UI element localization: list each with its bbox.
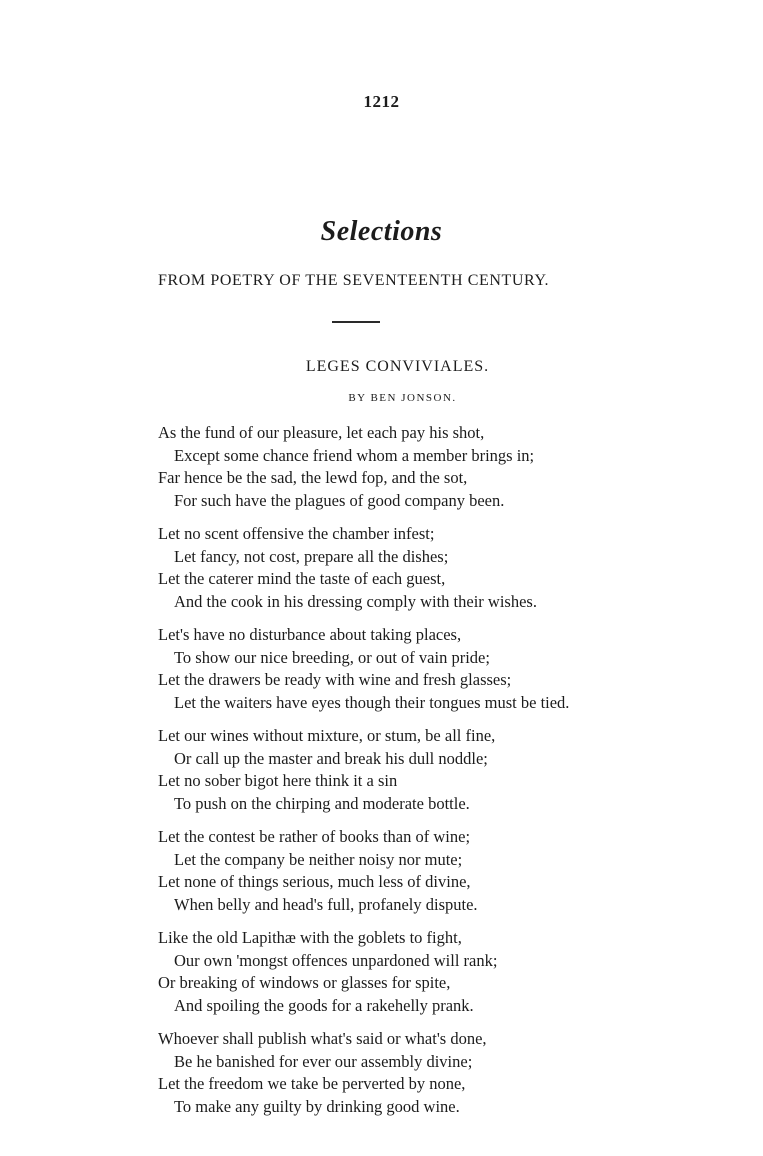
stanza <box>158 927 718 1017</box>
section-subheading: FROM POETRY OF THE SEVENTEENTH CENTURY. <box>158 272 550 289</box>
divider-rule <box>332 321 380 323</box>
poem-line: Let fancy, not cost, prepare all the dishes; <box>174 546 449 566</box>
stanza <box>158 624 718 714</box>
poem-line: Let's have no disturbance about taking places, <box>158 625 462 644</box>
poem-author: BY BEN JONSON. <box>348 392 457 404</box>
poem-line: Let no scent offensive the chamber infest; <box>158 524 435 543</box>
poem-body <box>158 422 718 1129</box>
poem-line: To push on the chirping and moderate bottle. <box>174 793 470 813</box>
stanza <box>158 826 718 916</box>
stanza <box>158 523 718 613</box>
stanza <box>158 422 718 512</box>
poem-line: Far hence be the sad, the lewd fop, and the sot, <box>158 468 468 487</box>
poem-line: As the fund of our pleasure, let each pay his shot, <box>158 423 485 442</box>
poem-line: Let the freedom we take be perverted by none, <box>158 1074 466 1093</box>
poem-title: LEGES CONVIVIALES. <box>305 358 490 375</box>
poem-line: Let none of things serious, much less of divine, <box>158 872 471 891</box>
poem-line: Except some chance friend whom a member brings in; <box>174 445 535 465</box>
poem-title-wrap <box>0 358 763 376</box>
stanza <box>158 725 718 815</box>
poem-line: Our own 'mongst offences unpardoned will rank; <box>174 950 498 970</box>
poem-line: Let our wines without mixture, or stum, be all fine, <box>158 726 496 745</box>
poem-line: Let the waiters have eyes though their tongues must be tied. <box>174 692 570 712</box>
poem-line: Or call up the master and break his dull noddle; <box>174 748 488 768</box>
poem-line: And spoiling the goods for a rakehelly prank. <box>174 995 474 1015</box>
poem-line: Let the contest be rather of books than of wine; <box>158 827 471 846</box>
poem-line: Or breaking of windows or glasses for spite, <box>158 973 451 992</box>
poem-line: Let the drawers be ready with wine and fresh glasses; <box>158 670 512 689</box>
poem-line: And the cook in his dressing comply with their wishes. <box>174 591 537 611</box>
page-number: 1212 <box>363 92 400 111</box>
poem-line: To show our nice breeding, or out of vain pride; <box>174 647 490 667</box>
poem-line: For such have the plagues of good company been. <box>174 490 505 510</box>
section-heading: Selections <box>320 216 443 247</box>
poem-line: Whoever shall publish what's said or what's done, <box>158 1029 487 1048</box>
poem-line: Be he banished for ever our assembly divine; <box>174 1051 473 1071</box>
poem-line: Let no sober bigot here think it a sin <box>158 771 398 790</box>
poem-line: When belly and head's full, profanely dispute. <box>174 894 478 914</box>
poem-line: Let the company be neither noisy nor mute; <box>174 849 463 869</box>
poem-line: To make any guilty by drinking good wine. <box>174 1096 460 1116</box>
poem-line: Like the old Lapithæ with the goblets to fight, <box>158 928 462 947</box>
poem-author-wrap <box>0 392 763 404</box>
poem-line: Let the caterer mind the taste of each guest, <box>158 569 446 588</box>
stanza <box>158 1028 718 1118</box>
